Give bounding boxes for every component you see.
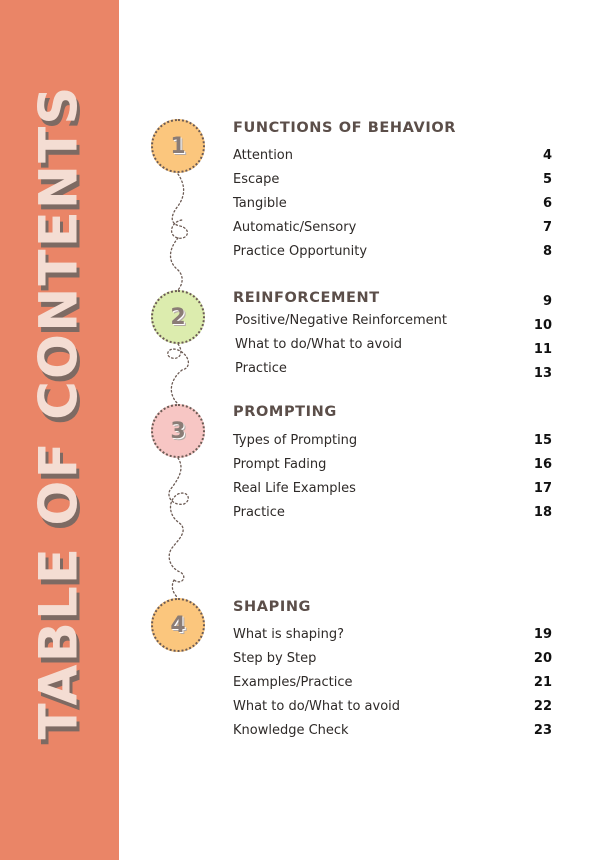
toc-entry-label: Escape xyxy=(233,172,280,187)
toc-entry-page: 18 xyxy=(533,505,552,520)
section-2-badge: 2 xyxy=(151,290,205,344)
toc-entry-page: 4 xyxy=(542,148,552,163)
section-2-title-page: 9 xyxy=(542,294,552,309)
toc-entry-label: Types of Prompting xyxy=(233,433,358,448)
toc-entry-label: Practice xyxy=(233,505,285,520)
section-3-title: PROMPTING xyxy=(233,404,337,420)
toc-entry-label: What is shaping? xyxy=(233,627,345,642)
toc-entry-page: 10 xyxy=(533,318,552,333)
toc-entry-page: 7 xyxy=(542,220,552,235)
toc-entry-page: 11 xyxy=(533,342,552,357)
toc-entry-label: Step by Step xyxy=(233,651,317,666)
toc-entry-label: Tangible xyxy=(233,196,287,211)
sidebar-title: TABLE OF CONTENTS xyxy=(28,84,90,740)
toc-entry-page: 19 xyxy=(533,627,552,642)
toc-entry-page: 17 xyxy=(533,481,552,496)
toc-entry-label: Examples/Practice xyxy=(233,675,353,690)
toc-entry-page: 8 xyxy=(542,244,552,259)
toc-entry-label: What to do/What to avoid xyxy=(233,699,401,714)
toc-entry-page: 6 xyxy=(542,196,552,211)
toc-entry-label: Automatic/Sensory xyxy=(233,220,357,235)
toc-entry-label: Attention xyxy=(233,148,293,163)
toc-entry-page: 16 xyxy=(533,457,552,472)
toc-entry-page: 13 xyxy=(533,366,552,381)
toc-entry-page: 15 xyxy=(533,433,552,448)
toc-entry-page: 5 xyxy=(542,172,552,187)
section-2-title: REINFORCEMENT xyxy=(233,290,380,306)
section-1-title: FUNCTIONS OF BEHAVIOR xyxy=(233,120,457,136)
toc-entry-label: Practice xyxy=(235,361,287,376)
toc-entry-page: 22 xyxy=(533,699,552,714)
toc-entry-label: Real Life Examples xyxy=(233,481,356,496)
toc-entry-label: Knowledge Check xyxy=(233,723,349,738)
section-3-badge: 3 xyxy=(151,404,205,458)
toc-entry-page: 21 xyxy=(533,675,552,690)
section-1-badge: 1 xyxy=(151,119,205,173)
toc-entry-label: What to do/What to avoid xyxy=(235,337,403,352)
toc-entry-label: Practice Opportunity xyxy=(233,244,368,259)
section-4-title: SHAPING xyxy=(233,599,312,615)
section-4-badge: 4 xyxy=(151,598,205,652)
toc-entry-page: 20 xyxy=(533,651,552,666)
toc-entry-page: 23 xyxy=(533,723,552,738)
toc-entry-label: Positive/Negative Reinforcement xyxy=(235,313,447,328)
toc-entry-label: Prompt Fading xyxy=(233,457,327,472)
